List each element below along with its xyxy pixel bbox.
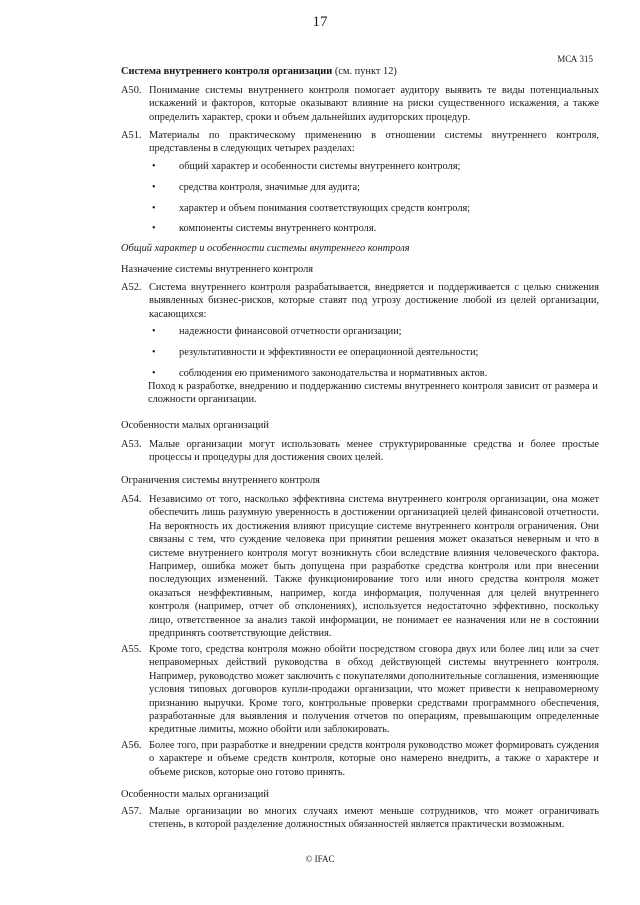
paragraph-a51: [121, 129, 599, 156]
paragraph-number: A56.: [121, 740, 142, 751]
paragraph-number: A57.: [121, 806, 142, 817]
paragraph-a56: [121, 739, 599, 779]
section-title-text: Система внутреннего контроля организации: [121, 66, 333, 77]
paragraph-number: A55.: [121, 644, 142, 655]
section-title: [121, 65, 591, 78]
list-item-text: средства контроля, значимые для аудита;: [179, 182, 360, 193]
paragraph-text: Понимание системы внутреннего контроля помогает аудитору выявить те виды потенциальных искажений и факторов, которые оказывают влияние на риски существенного искажения, а также определить характер, сроки и объем дальнейших аудиторских процедур.: [149, 85, 599, 123]
subheading-purpose: Назначение системы внутреннего контроля: [121, 264, 314, 275]
paragraph-number: A53.: [121, 439, 142, 450]
subheading-small-entities: Особенности малых организаций: [121, 789, 269, 800]
subheading-small-entities: Особенности малых организаций: [121, 420, 269, 431]
list-item-text: характер и объем понимания соответствующих средств контроля;: [179, 203, 471, 214]
list-item-text: компоненты системы внутреннего контроля.: [179, 223, 377, 234]
list-item-text: соблюдения ею применимого законодательства и нормативных актов.: [179, 368, 488, 379]
paragraph-a55: [121, 643, 599, 737]
paragraph-text: Кроме того, средства контроля можно обойти посредством сговора двух или более лиц или за счет неправомерных действий руководства в обход действующей системы внутреннего контроля. Например, руководство может заключить с покупателями дополнительные соглашения, изменяющие условия типовых договоров купли-продажи организации, что может привести к неправомерному признанию выручки. Кроме того, контрольные проверки средствами программного обеспечения, разработанные для выявления и получения отчетов по операциям, превышающим определенные кредитные лимиты, можно обойти или заблокировать.: [149, 644, 599, 736]
paragraph-text: Материалы по практическому применению в отношении системы внутреннего контроля, представлены в следующих четырех разделах:: [149, 130, 599, 155]
paragraph-text: Система внутреннего контроля разрабатывается, внедряется и поддерживается с целью снижения выявленных бизнес-рисков, которые ставят под угрозу достижение любой из целей организации, касающихся:: [149, 282, 599, 320]
paragraph-text: Независимо от того, насколько эффективна система внутреннего контроля организации, она может обеспечить лишь разумную уверенность в достижении организацией целей финансовой отчетности. На вероятность их достижения влияют присущие системе внутреннего контроля ограничения. Они связаны с тем, что суждение человека при принятии решения может оказаться неверным и что в системе внутреннего контроля могут возникнуть сбои вследствие влияния человеческого фактора. Например, ошибка может быть допущена при разработке средства контроля или при внесении последующих изменений. Также функционирование того или иного средства контроля может оказаться неэффективным, например, когда информация, полученная для целей внутреннего контроля (например, отчет об отклонениях), используется недостаточно эффективно, поскольку лицо, ответственное за анализ такой информации, не понимает ее назначения или не в состоянии предпринять соответствующие действия.: [149, 494, 599, 640]
list-item-text: общий характер и особенности системы внутреннего контроля;: [179, 161, 461, 172]
list-item-text: надежности финансовой отчетности организации;: [179, 326, 402, 337]
subheading-general-nature: Общий характер и особенности системы внутреннего контроля: [121, 243, 410, 254]
paragraph-number: A52.: [121, 282, 142, 293]
footer-copyright: © IFAC: [305, 854, 335, 864]
subheading-limitations: Ограничения системы внутреннего контроля: [121, 475, 320, 486]
bullet-icon: •: [152, 326, 156, 337]
paragraph-text: Малые организации могут использовать менее структурированные средства и более простые процессы и процедуры для достижения своих целей.: [149, 439, 599, 464]
paragraph-a52-closing: Поход к разработке, внедрению и поддержанию системы внутреннего контроля зависит от размера и сложности организации.: [148, 381, 598, 406]
bullet-icon: •: [152, 223, 156, 234]
bullet-icon: •: [152, 161, 156, 172]
document-code: МСА 315: [557, 54, 593, 64]
paragraph-a53: [121, 438, 599, 465]
paragraph-a57: [121, 805, 599, 832]
list-item-text: результативности и эффективности ее операционной деятельности;: [179, 347, 479, 358]
bullet-icon: •: [152, 203, 156, 214]
bullet-icon: •: [152, 182, 156, 193]
page-number: 17: [312, 14, 328, 30]
bullet-icon: •: [152, 368, 156, 379]
paragraph-a54: [121, 493, 599, 640]
paragraph-number: A54.: [121, 494, 142, 505]
bullet-icon: •: [152, 347, 156, 358]
paragraph-a50: [121, 84, 599, 124]
paragraph-number: A51.: [121, 130, 142, 141]
paragraph-number: A50.: [121, 85, 142, 96]
paragraph-text: Более того, при разработке и внедрении средств контроля руководство может формировать суждения о характере и объеме средств контроля, которые оно намерено внедрить, а также о характере и объеме рисков, которые оно готово принять.: [149, 740, 599, 778]
paragraph-a52: [121, 281, 599, 321]
paragraph-text: Малые организации во многих случаях имеют меньше сотрудников, что может ограничивать степень, в которой разделение должностных обязанностей является практически возможным.: [149, 806, 599, 831]
section-reference: (см. пункт 12): [332, 66, 397, 77]
